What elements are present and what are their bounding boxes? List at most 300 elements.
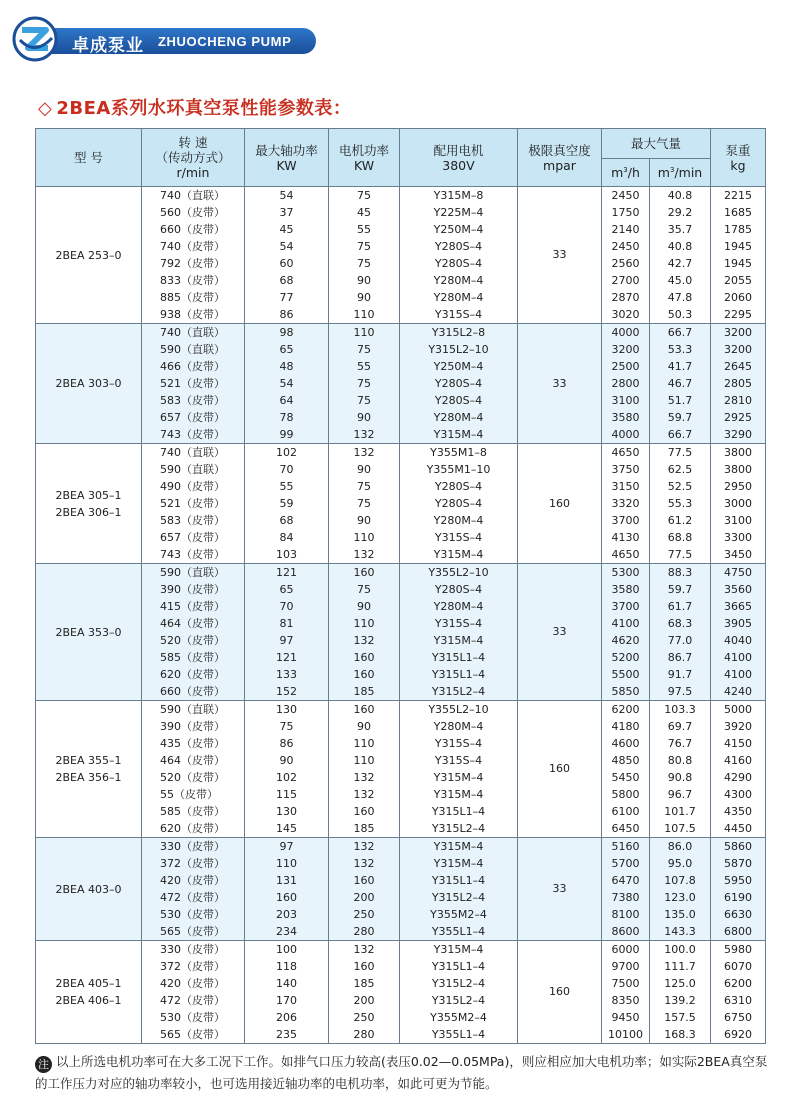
airflow-m3h-value: 5800: [611, 788, 640, 801]
shaft-power-cell: [245, 444, 329, 564]
motor-value: Y315L1–4: [431, 874, 486, 887]
airflow-m3min-cell: [650, 941, 711, 1044]
motor-value: Y280S–4: [434, 394, 483, 407]
motor-power-value: 75: [357, 394, 371, 407]
zhuocheng-logo-icon: [10, 14, 60, 64]
airflow-m3min-value: 69.7: [667, 720, 693, 733]
page-title-text: 2BEA系列水环真空泵性能参数表：: [56, 98, 352, 119]
header-shaft-power: 最大轴功率 KW: [245, 129, 329, 187]
speed-value: 620（皮带）: [160, 668, 225, 681]
speed-value: 520（皮带）: [160, 634, 225, 647]
speed-value: 585（皮带）: [160, 805, 225, 818]
shaft-power-value: 55: [279, 480, 294, 493]
speed-value: 372（皮带）: [160, 857, 225, 870]
motor-value: Y315S–4: [434, 754, 483, 767]
shaft-power-value: 235: [276, 1028, 297, 1041]
motor-cell: [400, 564, 518, 701]
motor-power-value: 110: [353, 617, 375, 630]
shaft-power-value: 206: [276, 1011, 297, 1024]
weight-value: 5950: [724, 874, 753, 887]
model-name: 2BEA 305–1: [55, 488, 122, 502]
airflow-m3h-value: 2700: [611, 274, 640, 287]
speed-value: 743（皮带）: [160, 548, 225, 561]
header-speed: 转 速 （传动方式） r/min: [142, 129, 245, 187]
motor-value: Y315S–4: [434, 531, 483, 544]
motor-value: Y280M–4: [433, 411, 484, 424]
motor-value: Y315M–4: [433, 634, 484, 647]
airflow-m3min-value: 100.0: [664, 943, 696, 956]
header-motor-power: 电机功率 KW: [329, 129, 400, 187]
shaft-power-value: 203: [276, 908, 297, 921]
airflow-m3h-value: 10100: [608, 1028, 643, 1041]
speed-value: 390（皮带）: [160, 583, 225, 596]
weight-cell: [711, 444, 766, 564]
header-airflow: 最大气量: [602, 129, 711, 159]
shaft-power-value: 102: [276, 446, 297, 459]
airflow-m3min-value: 55.3: [667, 497, 693, 510]
airflow-m3h-value: 4620: [611, 634, 640, 647]
speed-value: 466（皮带）: [160, 360, 225, 373]
weight-value: 6800: [724, 925, 753, 938]
weight-cell: [711, 941, 766, 1044]
weight-value: 5980: [724, 943, 753, 956]
airflow-m3h-value: 3700: [611, 514, 640, 527]
airflow-m3min-cell: [650, 701, 711, 838]
airflow-m3min-value: 52.5: [667, 480, 693, 493]
weight-value: 3000: [724, 497, 753, 510]
speed-value: 657（皮带）: [160, 411, 225, 424]
motor-power-value: 75: [357, 497, 371, 510]
airflow-m3min-value: 139.2: [664, 994, 696, 1007]
airflow-m3min-value: 77.5: [667, 548, 693, 561]
airflow-m3h-value: 3700: [611, 600, 640, 613]
motor-power-value: 132: [353, 943, 375, 956]
shaft-power-value: 54: [279, 377, 294, 390]
speed-value: 740（直联）: [160, 189, 225, 202]
speed-value: 938（皮带）: [160, 308, 225, 321]
airflow-m3h-cell: [602, 941, 650, 1044]
speed-value: 583（皮带）: [160, 514, 225, 527]
speed-value: 472（皮带）: [160, 994, 225, 1007]
motor-value: Y355M2–4: [430, 908, 487, 921]
brand-name-cn: 卓成泵业: [72, 36, 144, 56]
shaft-power-cell: [245, 838, 329, 941]
model-cell: [36, 701, 142, 838]
airflow-m3h-value: 2870: [611, 291, 640, 304]
weight-value: 3800: [724, 463, 753, 476]
weight-value: 6200: [724, 977, 753, 990]
weight-value: 5000: [724, 703, 753, 716]
weight-value: 6630: [724, 908, 753, 921]
shaft-power-value: 70: [279, 600, 294, 613]
speed-value: 520（皮带）: [160, 771, 225, 784]
airflow-m3min-value: 42.7: [667, 257, 693, 270]
model-cell: [36, 564, 142, 701]
airflow-m3min-cell: [650, 187, 711, 324]
airflow-m3min-value: 157.5: [664, 1011, 696, 1024]
airflow-m3h-value: 5200: [611, 651, 640, 664]
motor-value: Y315M–4: [433, 857, 484, 870]
motor-value: Y280M–4: [433, 274, 484, 287]
model-cell: [36, 838, 142, 941]
motor-value: Y315L2–4: [431, 891, 486, 904]
airflow-m3min-value: 77.0: [667, 634, 693, 647]
table-row-group: [36, 838, 766, 941]
vacuum-value: 160: [549, 496, 570, 510]
weight-value: 4100: [724, 651, 753, 664]
airflow-m3h-cell: [602, 444, 650, 564]
airflow-m3min-value: 90.8: [667, 771, 693, 784]
motor-value: Y315L2–8: [431, 326, 486, 339]
motor-power-value: 110: [353, 326, 375, 339]
airflow-m3min-value: 77.5: [667, 446, 693, 459]
speed-value: 740（直联）: [160, 446, 225, 459]
motor-power-value: 75: [357, 189, 371, 202]
weight-value: 2950: [724, 480, 753, 493]
shaft-power-value: 103: [276, 548, 297, 561]
airflow-m3h-value: 2500: [611, 360, 640, 373]
speed-value: 464（皮带）: [160, 617, 225, 630]
vacuum-value: 33: [552, 376, 567, 390]
speed-value: 435（皮带）: [160, 737, 225, 750]
motor-power-value: 185: [353, 822, 375, 835]
shaft-power-cell: [245, 941, 329, 1044]
motor-power-value: 132: [353, 840, 375, 853]
shaft-power-cell: [245, 564, 329, 701]
shaft-power-value: 64: [279, 394, 294, 407]
airflow-m3h-cell: [602, 838, 650, 941]
model-cell: [36, 324, 142, 444]
weight-value: 4100: [724, 668, 753, 681]
airflow-m3min-cell: [650, 838, 711, 941]
shaft-power-value: 48: [279, 360, 294, 373]
airflow-m3h-value: 5160: [611, 840, 640, 853]
header-motor: 配用电机 380V: [400, 129, 518, 187]
brand-name-en: ZHUOCHENG PUMP: [158, 34, 292, 49]
airflow-m3h-value: 4130: [611, 531, 640, 544]
airflow-m3min-value: 95.0: [667, 857, 693, 870]
airflow-m3min-value: 29.2: [667, 206, 693, 219]
motor-power-value: 160: [353, 668, 375, 681]
airflow-m3h-value: 4650: [611, 548, 640, 561]
shaft-power-value: 65: [279, 583, 294, 596]
weight-value: 2295: [724, 308, 753, 321]
motor-value: Y315M–8: [433, 189, 484, 202]
motor-value: Y315L2–4: [431, 822, 486, 835]
motor-value: Y315L1–4: [431, 668, 486, 681]
airflow-m3min-value: 168.3: [664, 1028, 696, 1041]
brand-header: [10, 14, 310, 64]
motor-power-value: 185: [353, 685, 375, 698]
airflow-m3min-value: 59.7: [667, 411, 693, 424]
airflow-m3h-value: 6470: [611, 874, 640, 887]
motor-value: Y355M1–8: [430, 446, 487, 459]
motor-value: Y315S–4: [434, 737, 483, 750]
diamond-bullet-icon: ◇: [38, 98, 53, 119]
speed-value: 420（皮带）: [160, 874, 225, 887]
motor-value: Y315S–4: [434, 617, 483, 630]
motor-power-value: 90: [357, 720, 371, 733]
airflow-m3h-value: 5700: [611, 857, 640, 870]
weight-value: 6310: [724, 994, 753, 1007]
motor-cell: [400, 187, 518, 324]
airflow-m3min-value: 61.7: [667, 600, 693, 613]
weight-value: 4040: [724, 634, 753, 647]
speed-value: 660（皮带）: [160, 223, 225, 236]
airflow-m3h-value: 6000: [611, 943, 640, 956]
speed-value: 420（皮带）: [160, 977, 225, 990]
shaft-power-value: 152: [276, 685, 297, 698]
weight-value: 3200: [724, 343, 753, 356]
airflow-m3h-value: 3100: [611, 394, 640, 407]
weight-value: 1685: [724, 206, 753, 219]
motor-value: Y315L1–4: [431, 805, 486, 818]
motor-power-value: 75: [357, 257, 371, 270]
airflow-m3min-value: 123.0: [664, 891, 696, 904]
weight-value: 2810: [724, 394, 753, 407]
table-row-group: [36, 444, 766, 564]
page-title: [38, 94, 351, 120]
motor-power-value: 250: [353, 1011, 375, 1024]
airflow-m3h-value: 4850: [611, 754, 640, 767]
motor-power-cell: [329, 324, 400, 444]
motor-power-value: 280: [353, 1028, 375, 1041]
speed-value: 833（皮带）: [160, 274, 225, 287]
model-cell: [36, 187, 142, 324]
motor-value: Y280S–4: [434, 497, 483, 510]
speed-value: 530（皮带）: [160, 908, 225, 921]
airflow-m3min-value: 47.8: [667, 291, 693, 304]
model-name: 2BEA 405–1: [55, 977, 122, 990]
motor-value: Y355L2–10: [428, 566, 489, 579]
airflow-m3h-value: 4000: [611, 428, 640, 441]
shaft-power-value: 99: [279, 428, 294, 441]
shaft-power-value: 98: [279, 326, 294, 339]
airflow-m3h-value: 4650: [611, 446, 640, 459]
motor-value: Y315M–4: [433, 428, 484, 441]
motor-power-value: 90: [357, 274, 371, 287]
motor-power-value: 160: [353, 566, 375, 579]
shaft-power-value: 75: [279, 720, 294, 733]
weight-value: 3920: [724, 720, 753, 733]
motor-power-value: 110: [353, 754, 375, 767]
motor-value: Y355M2–4: [430, 1011, 487, 1024]
motor-power-value: 200: [353, 994, 375, 1007]
airflow-m3min-value: 103.3: [664, 703, 696, 716]
airflow-m3h-value: 3580: [611, 583, 640, 596]
vacuum-value: 160: [549, 985, 570, 998]
shaft-power-value: 234: [276, 925, 297, 938]
motor-power-cell: [329, 187, 400, 324]
motor-value: Y250M–4: [433, 223, 484, 236]
airflow-m3h-cell: [602, 564, 650, 701]
model-name: 2BEA 355–1: [55, 754, 122, 767]
airflow-m3h-value: 2140: [611, 223, 640, 236]
motor-power-value: 75: [357, 377, 371, 390]
speed-value: 521（皮带）: [160, 497, 225, 510]
motor-power-value: 55: [357, 360, 371, 373]
shaft-power-value: 160: [276, 891, 297, 904]
weight-value: 4160: [724, 754, 753, 767]
speed-cell: [142, 324, 245, 444]
weight-cell: [711, 564, 766, 701]
shaft-power-value: 110: [276, 857, 297, 870]
header-weight: 泵重 kg: [711, 129, 766, 187]
speed-value: 590（直联）: [160, 703, 225, 716]
speed-value: 472（皮带）: [160, 891, 225, 904]
table-row-group: [36, 701, 766, 838]
airflow-m3h-value: 3150: [611, 480, 640, 493]
airflow-m3min-value: 66.7: [667, 428, 693, 441]
airflow-m3min-value: 40.8: [667, 189, 693, 202]
airflow-m3h-value: 3200: [611, 343, 640, 356]
note-badge-icon: 注: [35, 1056, 52, 1073]
speed-value: 657（皮带）: [160, 531, 225, 544]
airflow-m3min-value: 101.7: [664, 805, 696, 818]
weight-value: 2060: [724, 291, 753, 304]
motor-value: Y280M–4: [433, 720, 484, 733]
airflow-m3min-value: 59.7: [667, 583, 693, 596]
airflow-m3min-value: 66.7: [667, 326, 693, 339]
motor-power-value: 132: [353, 446, 375, 459]
speed-value: 620（皮带）: [160, 822, 225, 835]
airflow-m3min-value: 111.7: [664, 960, 696, 973]
airflow-m3h-value: 9700: [611, 960, 640, 973]
airflow-m3min-value: 86.7: [667, 651, 693, 664]
speed-value: 660（皮带）: [160, 685, 225, 698]
speed-value: 585（皮带）: [160, 651, 225, 664]
airflow-m3h-value: 3020: [611, 308, 640, 321]
speed-value: 490（皮带）: [160, 480, 225, 493]
motor-power-value: 132: [353, 857, 375, 870]
shaft-power-cell: [245, 187, 329, 324]
motor-power-cell: [329, 701, 400, 838]
shaft-power-value: 140: [276, 977, 297, 990]
weight-value: 5870: [724, 857, 753, 870]
motor-value: Y280M–4: [433, 514, 484, 527]
airflow-m3min-cell: [650, 444, 711, 564]
motor-value: Y355L2–10: [428, 703, 489, 716]
speed-value: 530（皮带）: [160, 1011, 225, 1024]
model-name: 2BEA 353–0: [55, 625, 122, 639]
motor-power-value: 132: [353, 788, 375, 801]
shaft-power-value: 97: [279, 634, 294, 647]
airflow-m3min-value: 76.7: [667, 737, 693, 750]
performance-table: [35, 128, 766, 1044]
airflow-m3h-value: 5300: [611, 566, 640, 579]
shaft-power-value: 170: [276, 994, 297, 1007]
weight-value: 6070: [724, 960, 753, 973]
weight-value: 2925: [724, 411, 753, 424]
weight-value: 5860: [724, 840, 753, 853]
motor-value: Y315L2–4: [431, 685, 486, 698]
model-name: 2BEA 406–1: [55, 994, 122, 1007]
motor-power-value: 110: [353, 308, 375, 321]
airflow-m3min-value: 41.7: [667, 360, 693, 373]
speed-value: 792（皮带）: [160, 257, 225, 270]
shaft-power-value: 131: [276, 874, 297, 887]
motor-value: Y280S–4: [434, 257, 483, 270]
airflow-m3h-value: 9450: [611, 1011, 640, 1024]
weight-cell: [711, 187, 766, 324]
speed-value: 415（皮带）: [160, 600, 225, 613]
weight-value: 4450: [724, 822, 753, 835]
motor-cell: [400, 701, 518, 838]
airflow-m3h-value: 4180: [611, 720, 640, 733]
motor-power-value: 90: [357, 463, 371, 476]
airflow-m3h-value: 4100: [611, 617, 640, 630]
shaft-power-value: 86: [279, 308, 294, 321]
shaft-power-value: 121: [276, 566, 297, 579]
weight-value: 2055: [724, 274, 753, 287]
shaft-power-value: 81: [279, 617, 294, 630]
airflow-m3h-value: 2450: [611, 189, 640, 202]
motor-power-cell: [329, 941, 400, 1044]
motor-power-value: 250: [353, 908, 375, 921]
footnote-text: 以上所选电机功率可在大多工况下工作。如排气口压力较高(表压0.02—0.05MPa)，则应相应加大电机功率；如实际2BEA真空泵的工作压力对应的轴功率较小，也可选用接近轴功率的电机功率，如此可更为节能。: [35, 1054, 768, 1091]
weight-cell: [711, 324, 766, 444]
model-name: 2BEA 403–0: [55, 882, 122, 896]
airflow-m3h-value: 6200: [611, 703, 640, 716]
shaft-power-value: 37: [279, 206, 294, 219]
vacuum-cell: [518, 564, 602, 701]
weight-value: 3905: [724, 617, 753, 630]
table-row-group: [36, 324, 766, 444]
shaft-power-value: 54: [279, 240, 294, 253]
speed-cell: [142, 941, 245, 1044]
model-name: 2BEA 356–1: [55, 771, 122, 784]
vacuum-value: 33: [552, 882, 567, 895]
airflow-m3min-value: 46.7: [667, 377, 693, 390]
speed-cell: [142, 444, 245, 564]
airflow-m3h-value: 1750: [611, 206, 640, 219]
airflow-m3min-value: 135.0: [664, 908, 696, 921]
model-name: 2BEA 253–0: [55, 248, 122, 262]
shaft-power-value: 59: [279, 497, 294, 510]
model-name: 2BEA 306–1: [55, 505, 122, 519]
airflow-m3min-value: 143.3: [664, 925, 696, 938]
weight-value: 4240: [724, 685, 753, 698]
airflow-m3min-value: 97.5: [667, 685, 693, 698]
weight-value: 2215: [724, 189, 753, 202]
motor-power-value: 75: [357, 480, 371, 493]
shaft-power-value: 77: [279, 291, 294, 304]
motor-power-cell: [329, 838, 400, 941]
speed-value: 560（皮带）: [160, 206, 225, 219]
motor-value: Y355L1–4: [431, 1028, 486, 1041]
speed-value: 565（皮带）: [160, 925, 225, 938]
shaft-power-value: 130: [276, 805, 297, 818]
speed-value: 390（皮带）: [160, 720, 225, 733]
vacuum-cell: [518, 324, 602, 444]
motor-power-value: 160: [353, 805, 375, 818]
airflow-m3min-value: 107.8: [664, 874, 696, 887]
speed-value: 372（皮带）: [160, 960, 225, 973]
speed-value: 740（直联）: [160, 326, 225, 339]
motor-value: Y280M–4: [433, 600, 484, 613]
speed-value: 565（皮带）: [160, 1028, 225, 1041]
weight-value: 2805: [724, 377, 753, 390]
table-row-group: [36, 941, 766, 1044]
motor-value: Y280S–4: [434, 240, 483, 253]
shaft-power-value: 68: [279, 274, 294, 287]
motor-cell: [400, 941, 518, 1044]
airflow-m3h-value: 6100: [611, 805, 640, 818]
weight-value: 4150: [724, 737, 753, 750]
motor-power-value: 185: [353, 977, 375, 990]
motor-value: Y315M–4: [433, 771, 484, 784]
airflow-m3min-value: 88.3: [667, 566, 693, 579]
